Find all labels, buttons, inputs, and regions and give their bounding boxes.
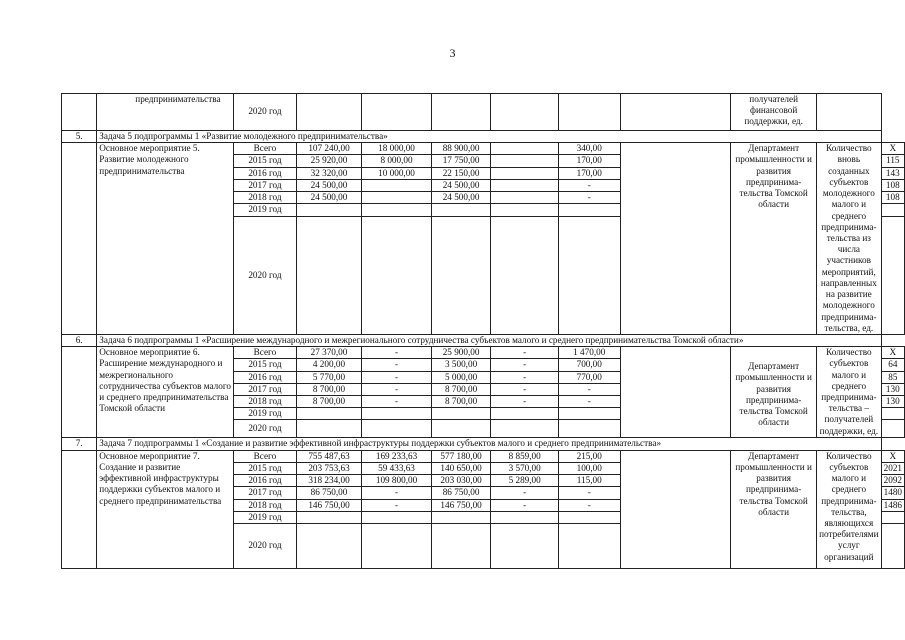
row-number-cell bbox=[62, 450, 97, 568]
regional-cell bbox=[431, 216, 491, 334]
indicator-value-cell bbox=[881, 204, 904, 216]
year-cell: Всего bbox=[234, 143, 297, 155]
federal-cell: - bbox=[362, 487, 432, 499]
regional-cell: 3 500,00 bbox=[431, 359, 491, 371]
total-cell: 27 370,00 bbox=[296, 347, 362, 359]
indicator-value-cell: 85 bbox=[881, 371, 904, 383]
federal-cell: - bbox=[362, 383, 432, 395]
department-cell: Департамент промышленности и развития предпринима-тельства Томской области bbox=[731, 347, 817, 438]
indicator-cell: Количество субъектов малого и среднего предпринима-тельства, являющихся потребителями услуг организаций bbox=[817, 450, 882, 568]
federal-cell: - bbox=[362, 347, 432, 359]
total-cell: 5 770,00 bbox=[296, 371, 362, 383]
regional-cell bbox=[431, 511, 491, 523]
total-cell: 24 500,00 bbox=[296, 179, 362, 191]
year-cell: 2019 год bbox=[234, 511, 297, 523]
extrabudget-cell: 100,00 bbox=[558, 462, 620, 474]
value-cell bbox=[620, 94, 731, 131]
municipal-cell bbox=[491, 420, 559, 438]
municipal-cell bbox=[491, 204, 559, 216]
indicator-cell: Количество вновь созданных субъектов молодежного малого и среднего предпринима-тельства из числа участников мероприятий, направленных на развитие молодежного предпринима-тельства, ед. bbox=[817, 143, 882, 335]
task-number: 6. bbox=[62, 334, 97, 346]
municipal-cell bbox=[491, 192, 559, 204]
municipal-cell bbox=[491, 167, 559, 179]
department-cell: Департамент промышленности и развития предпринима-тельства Томской области bbox=[731, 143, 817, 335]
indicator-value-cell bbox=[881, 524, 904, 569]
task-title: Задача 7 подпрограммы 1 «Создание и развитие эффективной инфраструктуры поддержки субъектов малого и среднего предпринимательства» bbox=[97, 438, 881, 450]
indicator-value-cell: 2021 bbox=[881, 462, 904, 474]
year-cell: 2020 год bbox=[234, 216, 297, 334]
year-cell: Всего bbox=[234, 347, 297, 359]
indicator-value-cell: X bbox=[881, 143, 904, 155]
municipal-cell bbox=[491, 408, 559, 420]
task-number: 5. bbox=[62, 131, 97, 143]
total-cell bbox=[296, 408, 362, 420]
federal-cell bbox=[362, 179, 432, 191]
extrabudget-cell: 340,00 bbox=[558, 143, 620, 155]
federal-cell bbox=[362, 216, 432, 334]
extrabudget-cell: 770,00 bbox=[558, 371, 620, 383]
extrabudget-cell bbox=[558, 511, 620, 523]
indicator-cell: получателей финансовой поддержки, ед. bbox=[731, 94, 817, 131]
municipal-cell bbox=[491, 179, 559, 191]
year-cell: 2015 год bbox=[234, 155, 297, 167]
table-row bbox=[62, 143, 905, 155]
empty-cell bbox=[620, 347, 731, 438]
municipal-cell: - bbox=[491, 487, 559, 499]
extrabudget-cell: 215,00 bbox=[558, 450, 620, 462]
extrabudget-cell: - bbox=[558, 383, 620, 395]
regional-cell: 24 500,00 bbox=[431, 179, 491, 191]
federal-cell: - bbox=[362, 396, 432, 408]
indicator-value-cell bbox=[817, 94, 882, 131]
year-cell: 2018 год bbox=[234, 396, 297, 408]
indicator-value-cell: 143 bbox=[881, 167, 904, 179]
indicator-value-cell: X bbox=[881, 347, 904, 359]
extrabudget-cell: - bbox=[558, 192, 620, 204]
total-cell: 755 487,63 bbox=[296, 450, 362, 462]
federal-cell: 18 000,00 bbox=[362, 143, 432, 155]
year-cell: 2020 год bbox=[234, 94, 297, 131]
regional-cell bbox=[431, 408, 491, 420]
indicator-value-cell: X bbox=[881, 450, 904, 462]
extrabudget-cell bbox=[558, 408, 620, 420]
indicator-value-cell: 1486 bbox=[881, 499, 904, 511]
year-cell: 2015 год bbox=[234, 462, 297, 474]
total-cell: 203 753,63 bbox=[296, 462, 362, 474]
total-cell: 32 320,00 bbox=[296, 167, 362, 179]
empty-cell bbox=[620, 143, 731, 335]
federal-cell: - bbox=[362, 499, 432, 511]
department-cell: Департамент промышленности и развития предпринима-тельства Томской области bbox=[731, 450, 817, 568]
federal-cell bbox=[362, 204, 432, 216]
total-cell bbox=[296, 216, 362, 334]
regional-cell bbox=[431, 420, 491, 438]
regional-cell: 86 750,00 bbox=[431, 487, 491, 499]
value-cell bbox=[558, 94, 620, 131]
row-number-cell bbox=[62, 143, 97, 335]
municipal-cell: - bbox=[491, 396, 559, 408]
regional-cell: 25 900,00 bbox=[431, 347, 491, 359]
municipal-cell bbox=[491, 524, 559, 569]
indicator-value-cell: 130 bbox=[881, 396, 904, 408]
federal-cell bbox=[362, 192, 432, 204]
regional-cell bbox=[431, 204, 491, 216]
extrabudget-cell bbox=[558, 204, 620, 216]
indicator-value-cell bbox=[881, 420, 904, 438]
extrabudget-cell: - bbox=[558, 179, 620, 191]
regional-cell bbox=[431, 524, 491, 569]
regional-cell: 17 750,00 bbox=[431, 155, 491, 167]
regional-cell: 8 700,00 bbox=[431, 383, 491, 395]
year-cell: 2018 год bbox=[234, 192, 297, 204]
municipal-cell bbox=[491, 216, 559, 334]
extrabudget-cell: - bbox=[558, 499, 620, 511]
year-cell: 2019 год bbox=[234, 204, 297, 216]
extrabudget-cell: 700,00 bbox=[558, 359, 620, 371]
task-header-row bbox=[62, 334, 905, 346]
indicator-value-cell bbox=[881, 511, 904, 523]
year-cell: 2017 год bbox=[234, 487, 297, 499]
extrabudget-cell: 115,00 bbox=[558, 475, 620, 487]
year-cell: 2016 год bbox=[234, 371, 297, 383]
federal-cell: 169 233,63 bbox=[362, 450, 432, 462]
regional-cell: 5 000,00 bbox=[431, 371, 491, 383]
extrabudget-cell bbox=[558, 524, 620, 569]
indicator-value-cell: 64 bbox=[881, 359, 904, 371]
municipal-cell: - bbox=[491, 383, 559, 395]
regional-cell: 146 750,00 bbox=[431, 499, 491, 511]
total-cell: 4 200,00 bbox=[296, 359, 362, 371]
activity-cell: Основное мероприятие 6. Расширение международного и межрегионального сотрудничества субъектов малого и среднего предпринимательства Томской области bbox=[97, 347, 234, 438]
total-cell bbox=[296, 420, 362, 438]
federal-cell: 8 000,00 bbox=[362, 155, 432, 167]
year-cell: 2018 год bbox=[234, 499, 297, 511]
regional-cell: 203 030,00 bbox=[431, 475, 491, 487]
federal-cell bbox=[362, 408, 432, 420]
extrabudget-cell: 170,00 bbox=[558, 167, 620, 179]
federal-cell: - bbox=[362, 371, 432, 383]
total-cell: 146 750,00 bbox=[296, 499, 362, 511]
total-cell: 318 234,00 bbox=[296, 475, 362, 487]
year-cell: 2016 год bbox=[234, 167, 297, 179]
extrabudget-cell bbox=[558, 216, 620, 334]
table-row bbox=[62, 450, 905, 462]
task-number: 7. bbox=[62, 438, 97, 450]
municipal-cell bbox=[491, 143, 559, 155]
indicator-value-cell: 115 bbox=[881, 155, 904, 167]
municipal-cell: - bbox=[491, 499, 559, 511]
federal-cell: 10 000,00 bbox=[362, 167, 432, 179]
regional-cell: 577 180,00 bbox=[431, 450, 491, 462]
value-cell bbox=[362, 94, 432, 131]
indicator-cell: Количество субъектов малого и среднего предпринима-тельства – получателей поддержки, ед. bbox=[817, 347, 882, 438]
regional-cell: 140 650,00 bbox=[431, 462, 491, 474]
municipal-cell: 3 570,00 bbox=[491, 462, 559, 474]
total-cell: 107 240,00 bbox=[296, 143, 362, 155]
task-title: Задача 5 подпрограммы 1 «Развитие молодежного предпринимательства» bbox=[97, 131, 881, 143]
value-cell bbox=[296, 94, 362, 131]
task-header-row bbox=[62, 131, 905, 143]
municipal-cell bbox=[491, 511, 559, 523]
year-cell: 2017 год bbox=[234, 179, 297, 191]
indicator-value-cell: 108 bbox=[881, 179, 904, 191]
extrabudget-cell bbox=[558, 420, 620, 438]
regional-cell: 24 500,00 bbox=[431, 192, 491, 204]
table-row bbox=[62, 94, 905, 131]
year-cell: 2020 год bbox=[234, 420, 297, 438]
indicator-value-cell bbox=[881, 408, 904, 420]
year-cell: 2019 год bbox=[234, 408, 297, 420]
activity-cell: предпринимательства bbox=[97, 94, 234, 131]
task-title: Задача 6 подпрограммы 1 «Расширение международного и межрегионального сотрудничества субъектов малого и среднего предпринимательства Томской области» bbox=[97, 334, 881, 346]
value-cell bbox=[491, 94, 559, 131]
total-cell: 8 700,00 bbox=[296, 396, 362, 408]
municipal-cell: - bbox=[491, 347, 559, 359]
indicator-value-cell bbox=[881, 216, 904, 334]
empty-cell bbox=[620, 450, 731, 568]
municipal-cell: - bbox=[491, 371, 559, 383]
extrabudget-cell: - bbox=[558, 487, 620, 499]
municipal-cell: - bbox=[491, 359, 559, 371]
row-number-cell bbox=[62, 94, 97, 131]
total-cell: 25 920,00 bbox=[296, 155, 362, 167]
table-row bbox=[62, 347, 905, 359]
federal-cell: 59 433,63 bbox=[362, 462, 432, 474]
total-cell bbox=[296, 524, 362, 569]
row-number-cell bbox=[62, 347, 97, 438]
total-cell: 86 750,00 bbox=[296, 487, 362, 499]
year-cell: 2017 год bbox=[234, 383, 297, 395]
municipal-cell: 5 289,00 bbox=[491, 475, 559, 487]
total-cell: 8 700,00 bbox=[296, 383, 362, 395]
federal-cell bbox=[362, 511, 432, 523]
extrabudget-cell: - bbox=[558, 396, 620, 408]
year-cell: 2015 год bbox=[234, 359, 297, 371]
regional-cell: 8 700,00 bbox=[431, 396, 491, 408]
task-header-row bbox=[62, 438, 905, 450]
indicator-value-cell: 108 bbox=[881, 192, 904, 204]
value-cell bbox=[431, 94, 491, 131]
federal-cell bbox=[362, 420, 432, 438]
federal-cell: 109 800,00 bbox=[362, 475, 432, 487]
page-number: 3 bbox=[449, 46, 456, 60]
year-cell: 2020 год bbox=[234, 524, 297, 569]
total-cell bbox=[296, 204, 362, 216]
indicator-value-cell: 2092 bbox=[881, 475, 904, 487]
total-cell bbox=[296, 511, 362, 523]
year-cell: 2016 год bbox=[234, 475, 297, 487]
year-cell: Всего bbox=[234, 450, 297, 462]
federal-cell: - bbox=[362, 359, 432, 371]
extrabudget-cell: 170,00 bbox=[558, 155, 620, 167]
total-cell: 24 500,00 bbox=[296, 192, 362, 204]
federal-cell bbox=[362, 524, 432, 569]
activity-cell: Основное мероприятие 7. Создание и развитие эффективной инфраструктуры поддержки субъектов малого и среднего предпринимательства bbox=[97, 450, 234, 568]
activity-cell: Основное мероприятие 5. Развитие молодежного предпринимательства bbox=[97, 143, 234, 335]
program-table bbox=[61, 93, 905, 569]
extrabudget-cell: 1 470,00 bbox=[558, 347, 620, 359]
regional-cell: 22 150,00 bbox=[431, 167, 491, 179]
indicator-value-cell: 1480 bbox=[881, 487, 904, 499]
municipal-cell: 8 859,00 bbox=[491, 450, 559, 462]
municipal-cell bbox=[491, 155, 559, 167]
regional-cell: 88 900,00 bbox=[431, 143, 491, 155]
indicator-value-cell: 130 bbox=[881, 383, 904, 395]
